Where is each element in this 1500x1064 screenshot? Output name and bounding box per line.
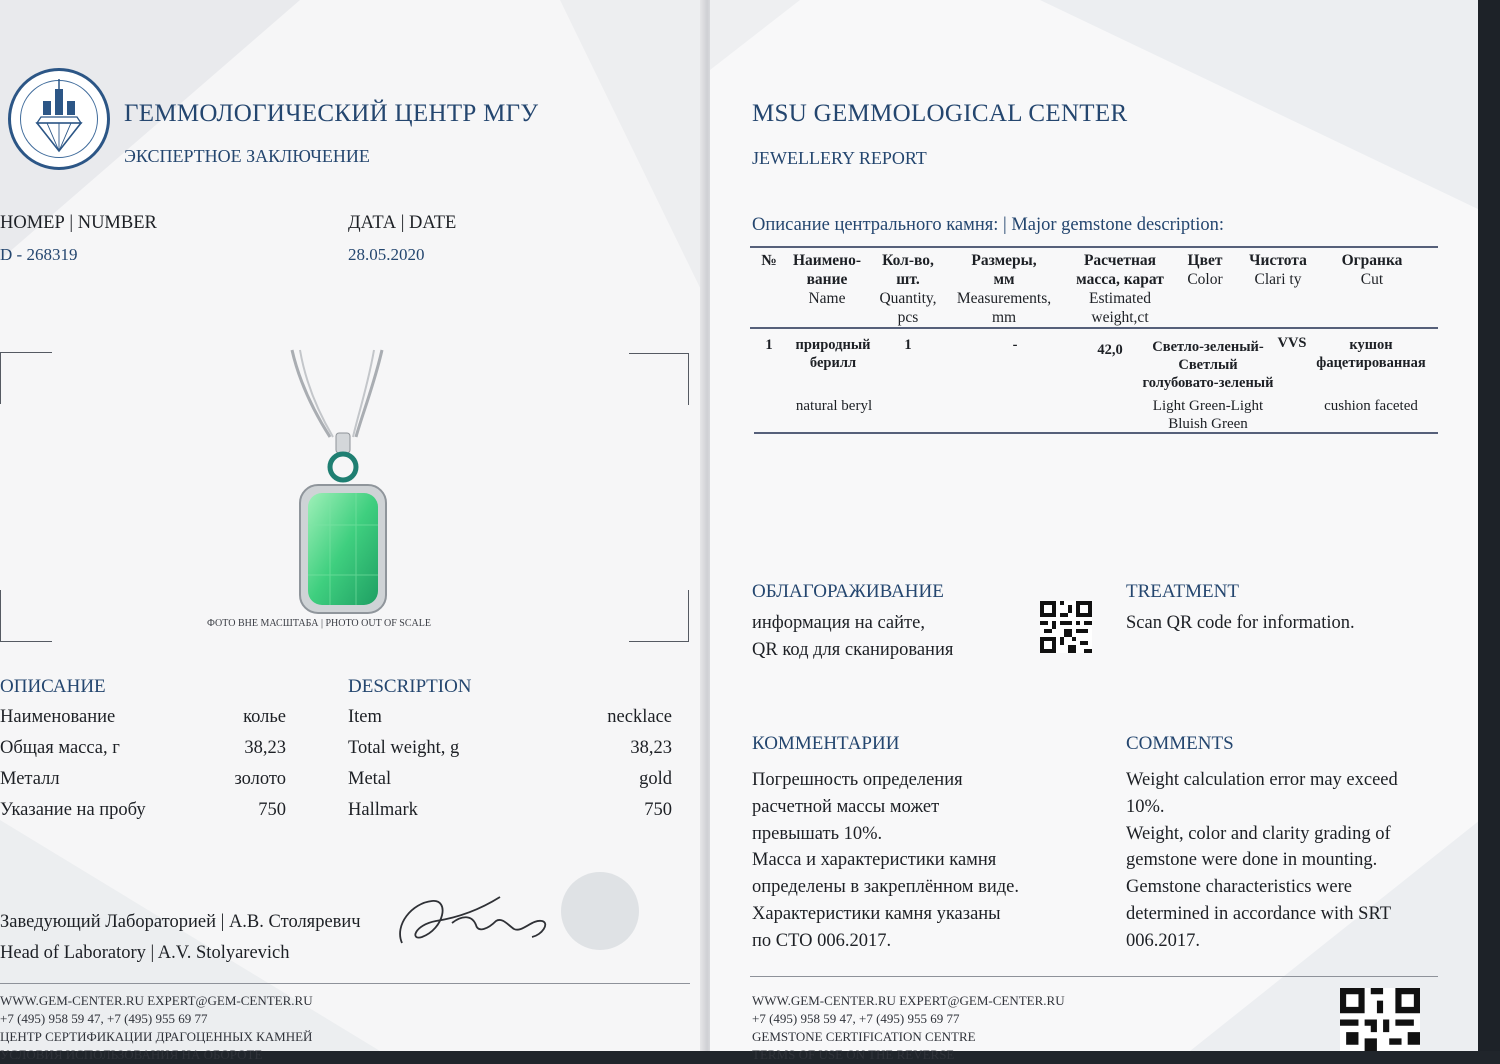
cell-clarity: VVS bbox=[1277, 335, 1307, 351]
footer-terms: УСЛОВИЯ ИСПОЛЬЗОВАНИЯ НА ОБОРОТЕ bbox=[0, 1047, 263, 1062]
cell-cut-ru: кушон фацетированная bbox=[1316, 337, 1426, 371]
comments-title-en: COMMENTS bbox=[1126, 733, 1234, 754]
cell-name-en: natural beryl bbox=[795, 398, 873, 414]
cell-color-ru: Светло-зеленый- Светлый голубовато-зеленый bbox=[1142, 339, 1274, 391]
report-subtitle-ru: ЭКСПЕРТНОЕ ЗАКЛЮЧЕНИЕ bbox=[124, 146, 370, 166]
hologram-sticker bbox=[561, 872, 639, 950]
footer-divider bbox=[750, 976, 1438, 977]
date-value: 28.05.2020 bbox=[348, 245, 425, 264]
number-value: D - 268319 bbox=[0, 245, 78, 264]
cell-measurements: - bbox=[1012, 337, 1018, 353]
desc-ru-value: колье bbox=[243, 707, 286, 727]
report-qr-code[interactable] bbox=[1340, 988, 1420, 1051]
desc-ru-label: Наименование bbox=[0, 707, 116, 727]
center-title-ru: ГЕММОЛОГИЧЕСКИЙ ЦЕНТР МГУ bbox=[124, 100, 539, 127]
header-clarity: Чистота Clari ty bbox=[1249, 252, 1307, 288]
cell-name-ru: природный берилл bbox=[795, 337, 871, 371]
signature bbox=[392, 885, 562, 955]
footer-centre: ЦЕНТР СЕРТИФИКАЦИИ ДРАГОЦЕННЫХ КАМНЕЙ bbox=[0, 1029, 313, 1044]
desc-ru-value: 38,23 bbox=[244, 738, 286, 758]
comments-text-en: Weight calculation error may exceed 10%. Weight, color and clarity grading of gemstone were done in mounting. Gemstone characteristics were determined in accordance with SRT 006.2017. bbox=[1126, 770, 1398, 951]
gemstone-table-title: Описание центрального камня: | Major gemstone description: bbox=[752, 215, 1225, 235]
comments-text-ru: Погрешность определения расчетной массы может превышать 10%. Масса и характеристики камня определены в закреплённом виде. Характеристики камня указаны по СТО 006.2017. bbox=[752, 770, 1019, 951]
table-bottom-line bbox=[754, 432, 1438, 434]
desc-en-label: Hallmark bbox=[348, 800, 418, 820]
footer-terms: TERMS OF USE ON THE REVERSE bbox=[752, 1047, 955, 1062]
number-label: НОМЕР | NUMBER bbox=[0, 213, 157, 233]
header-name: Наимено- вание Name bbox=[792, 252, 862, 307]
footer-phones: +7 (495) 958 59 47, +7 (495) 955 69 77 bbox=[0, 1011, 208, 1026]
photo-frame-corner bbox=[0, 352, 52, 404]
footer-divider bbox=[0, 983, 690, 984]
footer-contacts: WWW.GEM-CENTER.RU EXPERT@GEM-CENTER.RU bbox=[0, 993, 313, 1008]
head-of-lab-ru: Заведующий Лабораторией | А.В. Столяревич bbox=[0, 912, 361, 932]
desc-ru-label: Общая масса, г bbox=[0, 738, 120, 758]
desc-ru-label: Указание на пробу bbox=[0, 800, 146, 820]
header-color: Цвет Color bbox=[1187, 252, 1223, 288]
desc-en-value: gold bbox=[639, 769, 672, 789]
treatment-title-en: TREATMENT bbox=[1126, 581, 1239, 602]
photo-frame-corner bbox=[0, 352, 1, 404]
necklace-photo bbox=[270, 345, 420, 620]
header-cut: Огранка Cut bbox=[1341, 252, 1403, 288]
center-title-en: MSU GEMMOLOGICAL CENTER bbox=[752, 100, 1128, 127]
right-page bbox=[710, 0, 1480, 1062]
photo-frame-corner bbox=[629, 353, 689, 405]
header-number: № bbox=[761, 252, 777, 269]
cell-weight: 42,0 bbox=[1097, 342, 1123, 358]
msu-gem-center-seal bbox=[8, 68, 110, 170]
comments-title-ru: КОММЕНТАРИИ bbox=[752, 733, 900, 754]
header-estimated-weight: Расчетная масса, карат Estimated weight,ct bbox=[1076, 252, 1164, 326]
desc-ru-value: 750 bbox=[258, 800, 286, 820]
photo-frame-corner bbox=[629, 590, 689, 642]
treatment-qr-code[interactable] bbox=[1040, 601, 1092, 653]
desc-en-label: Item bbox=[348, 707, 382, 727]
desc-en-value: 750 bbox=[644, 800, 672, 820]
desc-en-label: Metal bbox=[348, 769, 392, 789]
desc-en-value: necklace bbox=[607, 707, 672, 727]
treatment-text-ru: информация на сайте, QR код для сканирования bbox=[752, 613, 954, 660]
folder-right-edge bbox=[1478, 0, 1500, 1051]
header-measurements: Размеры, мм Measurements, mm bbox=[956, 252, 1052, 326]
desc-en-value: 38,23 bbox=[630, 738, 672, 758]
footer-phones: +7 (495) 958 59 47, +7 (495) 955 69 77 bbox=[752, 1011, 960, 1026]
treatment-text-en: Scan QR code for information. bbox=[1126, 613, 1355, 633]
desc-en-label: Total weight, g bbox=[348, 738, 460, 758]
description-title-ru: ОПИСАНИЕ bbox=[0, 676, 106, 697]
cell-cut-en: cushion faceted bbox=[1324, 398, 1418, 414]
report-subtitle-en: JEWELLERY REPORT bbox=[752, 148, 927, 168]
header-quantity: Кол-во, шт. Quantity, pcs bbox=[879, 252, 937, 326]
treatment-title-ru: ОБЛАГОРАЖИВАНИЕ bbox=[752, 581, 944, 602]
date-label: ДАТА | DATE bbox=[348, 213, 457, 233]
photo-frame-corner bbox=[0, 590, 52, 642]
head-of-lab-en: Head of Laboratory | A.V. Stolyarevich bbox=[0, 943, 290, 963]
footer-contacts: WWW.GEM-CENTER.RU EXPERT@GEM-CENTER.RU bbox=[752, 993, 1065, 1008]
table-top-line bbox=[750, 246, 1438, 248]
desc-ru-label: Металл bbox=[0, 769, 60, 789]
photo-caption: ФОТО ВНЕ МАСШТАБА | PHOTO OUT OF SCALE bbox=[207, 618, 431, 629]
table-header-line bbox=[750, 327, 1438, 329]
cell-quantity: 1 bbox=[904, 337, 912, 353]
description-title-en: DESCRIPTION bbox=[348, 676, 472, 697]
desc-ru-value: золото bbox=[234, 769, 286, 789]
left-page bbox=[0, 0, 706, 1062]
cell-number: 1 bbox=[765, 337, 773, 353]
footer-centre: GEMSTONE CERTIFICATION CENTRE bbox=[752, 1029, 976, 1044]
cell-color-en: Light Green-Light Bluish Green bbox=[1152, 398, 1264, 432]
